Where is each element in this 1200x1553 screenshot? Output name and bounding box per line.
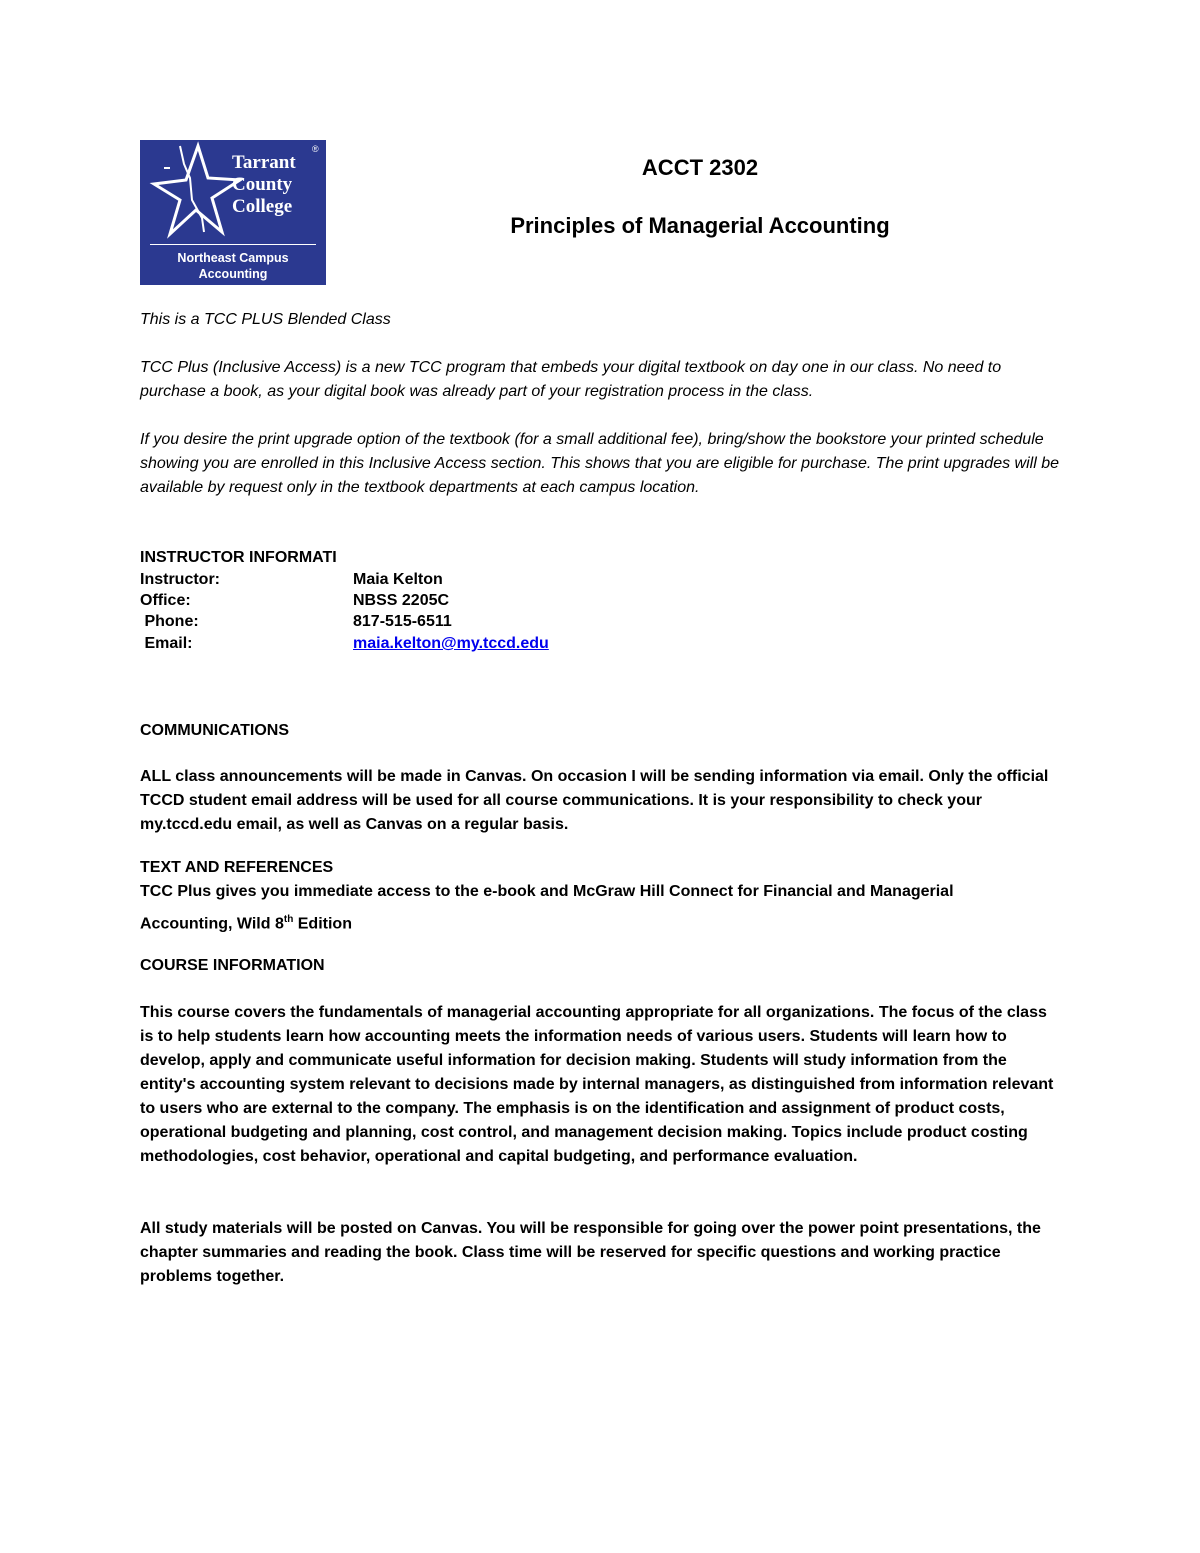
phone-label: Phone: bbox=[140, 613, 199, 630]
logo-word-tarrant: Tarrant bbox=[232, 152, 296, 173]
logo-campus: Northeast Campus bbox=[177, 251, 289, 265]
office-value: NBSS 2205C bbox=[353, 592, 450, 609]
logo-word-county: County bbox=[232, 174, 293, 195]
instructor-heading: INSTRUCTOR INFORMATI bbox=[140, 549, 337, 566]
email-label: Email: bbox=[140, 635, 193, 652]
text-references-line2 bbox=[140, 908, 1060, 936]
logo-word-college: College bbox=[232, 196, 293, 217]
phone-value: 817-515-6511 bbox=[353, 613, 452, 630]
course-info-paragraph-1: This course covers the fundamentals of managerial accounting appropriate for all organizations. The focus of the class is to help students learn how accounting meets the information needs of various users. Students will learn how to develop, apply and communicate useful information for decision making. Students will study information from the entity's accounting system relevant to decisions made by internal managers, as distinguished from information relevant to users who are external to the company. The emphasis is on the identification and assignment of product costs, operational budgeting and planning, cost control, and management decision making. Topics include product costing methodologies, cost behavior, operational and capital budgeting, and performance evaluation. bbox=[140, 1004, 1054, 1165]
tcc-plus-paragraph: TCC Plus (Inclusive Access) is a new TCC program that embeds your digital textbook on day one in our class. No need to purchase a book, as your digital book was already part of your registration process in the class. bbox=[140, 359, 1002, 400]
logo-department: Accounting bbox=[198, 267, 268, 281]
instructor-label: Instructor: bbox=[140, 571, 220, 588]
logo-divider bbox=[150, 244, 316, 245]
edition-superscript: th bbox=[283, 914, 294, 925]
print-upgrade-paragraph: If you desire the print upgrade option of the textbook (for a small additional fee), bring/show the bookstore your printed schedule showing you are enrolled in this Inclusive Access section. This shows that you are eligible for purchase. The print upgrades will be available by request only in the textbook departments at each campus location. bbox=[140, 431, 1059, 496]
course-info-paragraph-2: All study materials will be posted on Canvas. You will be responsible for going over the power point presentations, the chapter summaries and reading the book. Class time will be reserved for specific questions and working practice problems together. bbox=[140, 1220, 1041, 1285]
course-title: Principles of Managerial Accounting bbox=[510, 213, 890, 238]
college-logo bbox=[140, 140, 326, 285]
office-label: Office: bbox=[140, 592, 191, 609]
text-references-line1: TCC Plus gives you immediate access to the e-book and McGraw Hill Connect for Financial and Managerial bbox=[140, 883, 954, 900]
registered-mark: ® bbox=[312, 144, 319, 154]
text-references-heading: TEXT AND REFERENCES bbox=[140, 859, 334, 876]
edition-label: Edition bbox=[293, 915, 352, 933]
instructor-name: Maia Kelton bbox=[353, 571, 443, 588]
text-references-body bbox=[140, 880, 1060, 936]
communications-heading: COMMUNICATIONS bbox=[140, 722, 290, 739]
email-link[interactable]: maia.kelton@my.tccd.edu bbox=[353, 635, 549, 652]
communications-body: ALL class announcements will be made in Canvas. On occasion I will be sending information via email. Only the official TCCD student email address will be used for all course communications. It is your responsibility to check your my.tccd.edu email, as well as Canvas on a regular basis. bbox=[140, 768, 1049, 833]
course-code: ACCT 2302 bbox=[641, 155, 759, 180]
textbook-name: Accounting, Wild 8 bbox=[140, 915, 284, 933]
blended-class-note: This is a TCC PLUS Blended Class bbox=[140, 311, 391, 328]
course-info-heading: COURSE INFORMATION bbox=[140, 957, 325, 974]
